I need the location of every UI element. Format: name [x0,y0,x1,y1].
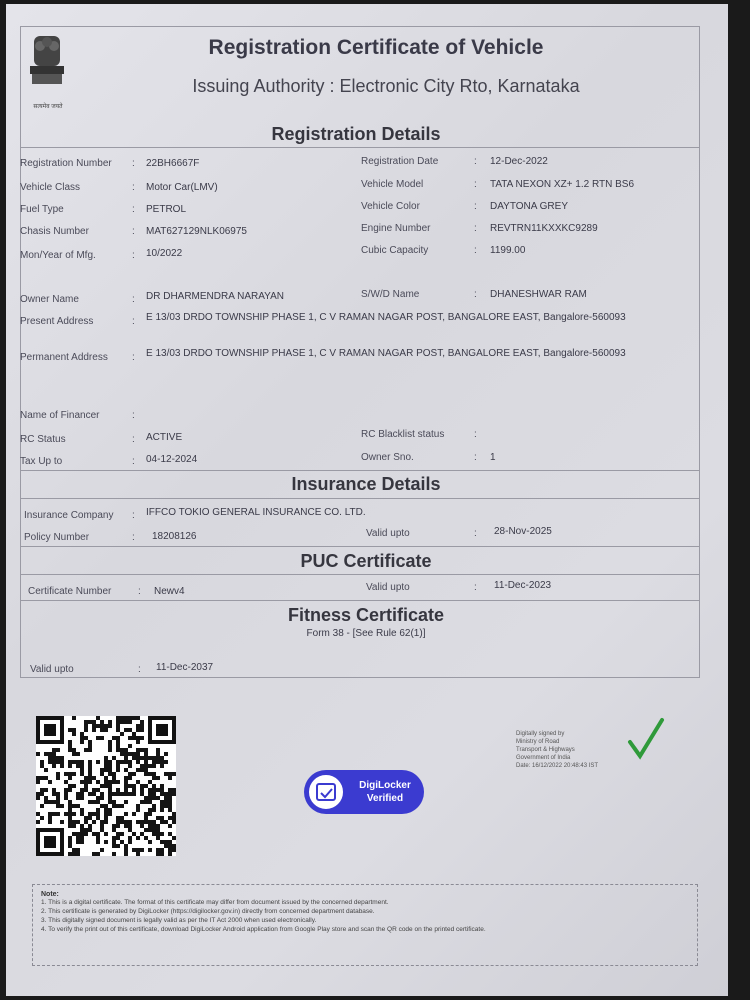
insurance-company-label: Insurance Company [24,510,114,521]
signature-line: Government of India [516,755,571,761]
mfg-label: Mon/Year of Mfg. [20,250,96,261]
badge-line-2: Verified [366,793,404,804]
policy-number-value: 18208126 [152,531,197,542]
certificate-page: सत्यमेव जयते Registration Certificate of Vehicle Issuing Authority : Electronic City Rto, Karnataka Registration Details Registration Number : 22BH6667F Registration Date : 12-Dec-2022 Vehicle Class : Motor Car(LMV) Vehicle Model : TATA NEXON XZ+ 1.2 RTN BS6 Fuel Type : PETROL Vehicle Color : DAYTONA GREY Chasis Number : MAT627129NLK06975 Engine Number : REVTRN11KXXKC9289 Mon/Year of Mfg. : 10/2022 Cubic Capacity : 1199.00 Owner Name : DR DHARMENDRA NARAYAN S/W/D Name : DHANESHWAR RAM Present Address : E 13/03 DRDO TOWNSHIP PHASE 1, C V RAMAN NAGAR POST, BANGALORE EAST, Bangalore-560093 Permanent Address : E 13/03 DRDO TOWNSHIP PHASE 1, C V RAMAN NAGAR POST, BANGALORE EAST, Bangalore-560093 Name of Financer : RC Status : ACTIVE RC Blacklist status : Tax Up to : 04-12-2024 Owner Sno. : 1 Insurance Details Insurance Company : IFFCO TOKIO GENERAL INSURANCE CO. LTD. Policy Number : 18208126 Valid upto : 28-Nov-2025 PUC Certificate Certificate Number : Newv4 Valid upto : 11-Dec-2023 Fitness Certificate Form 38 - [See Rule 62(1)] Valid upto : 11-Dec-2037 DigiLocker Verified Digitally signed by Ministry of Road Transport & Highways Government of India Date: 16/12/2022 20:48:43 IST Note: 1. This is a digital certificate. The format of this certificate may differ from document issued by the concerned department. 2. This certificate is generated by DigiLocker (https://digilocker.gov.in) directly from concerned department database. 3. This digitally signed document is legally valid as per the IT Act 2000 when used electronically. 4. To verify the print out of this certificate, download DigiLocker Android application from Google Play store and scan the QR code on the printed certificate. [6,4,728,996]
signature-line: Digitally signed by [516,731,565,737]
vehicle-class-label: Vehicle Class [20,182,81,193]
policy-number-label: Policy Number [24,532,90,543]
tax-upto-label: Tax Up to [20,456,63,467]
fuel-type-value: PETROL [146,204,187,215]
certificate-title: Registration Certificate of Vehicle [208,36,544,59]
digilocker-logo-icon [306,772,346,812]
vehicle-model-value: TATA NEXON XZ+ 1.2 RTN BS6 [490,179,635,190]
rc-status-label: RC Status [20,434,66,445]
present-address-label: Present Address [20,316,94,327]
issuing-authority: Issuing Authority : Electronic City Rto, Karnataka [192,76,580,96]
owner-sno-value: 1 [490,452,496,463]
rc-blacklist-label: RC Blacklist status [361,429,445,440]
divider [20,498,700,499]
puc-valid-upto-label: Valid upto [366,582,410,593]
puc-heading: PUC Certificate [300,551,432,571]
permanent-address-value: E 13/03 DRDO TOWNSHIP PHASE 1, C V RAMAN NAGAR POST, BANGALORE EAST, Bangalore-560093 [146,348,626,359]
cubic-capacity-value: 1199.00 [490,245,526,256]
vehicle-color-value: DAYTONA GREY [490,201,568,212]
vehicle-class-value: Motor Car(LMV) [146,182,218,193]
cubic-capacity-label: Cubic Capacity [361,245,429,256]
qr-code [36,716,176,856]
note-line: 4. To verify the print out of this certificate, download DigiLocker Android application from Google Play store and scan the QR code on the printed certificate. [41,926,486,933]
digital-signature-block [516,730,636,770]
badge-line-1: DigiLocker [359,780,411,791]
registration-number-value: 22BH6667F [146,158,200,169]
tax-upto-value: 04-12-2024 [146,454,198,465]
registration-heading: Registration Details [271,124,441,144]
chassis-number-label: Chasis Number [20,226,89,237]
fitness-valid-upto-value: 11-Dec-2037 [156,662,214,673]
insurance-valid-upto-label: Valid upto [366,528,410,539]
registration-date-value: 12-Dec-2022 [490,156,548,167]
swd-name-value: DHANESHWAR RAM [490,289,587,300]
insurance-company-value: IFFCO TOKIO GENERAL INSURANCE CO. LTD. [146,507,366,518]
registration-number-label: Registration Number [20,158,112,169]
emblem-caption: सत्यमेव जयते [33,104,63,110]
note-title: Note: [41,891,59,898]
financer-label: Name of Financer [20,410,100,421]
insurance-heading: Insurance Details [291,474,441,494]
insurance-valid-upto-value: 28-Nov-2025 [494,526,552,537]
owner-name-label: Owner Name [20,294,79,305]
owner-sno-label: Owner Sno. [361,452,414,463]
vehicle-color-label: Vehicle Color [361,201,420,212]
rc-status-value: ACTIVE [146,432,183,443]
puc-valid-upto-value: 11-Dec-2023 [494,580,552,591]
chassis-number-value: MAT627129NLK06975 [146,226,247,237]
signature-line: Transport & Highways [516,747,575,753]
note-line: 2. This certificate is generated by DigiLocker (https://digilocker.gov.in) directly from concerned department database. [41,908,375,915]
signature-line: Date: 16/12/2022 20:48:43 IST [516,763,599,769]
puc-certificate-number-label: Certificate Number [28,586,112,597]
swd-name-label: S/W/D Name [361,289,420,300]
present-address-value: E 13/03 DRDO TOWNSHIP PHASE 1, C V RAMAN NAGAR POST, BANGALORE EAST, Bangalore-560093 [146,312,626,323]
fitness-subheading: Form 38 - [See Rule 62(1)] [306,628,426,639]
divider [20,470,700,471]
owner-name-value: DR DHARMENDRA NARAYAN [146,291,284,302]
divider [20,600,700,601]
note-box [32,884,698,966]
note-line: 3. This digitally signed document is legally valid as per the IT Act 2000 when used electronically. [41,917,317,924]
registration-date-label: Registration Date [361,156,439,167]
engine-number-label: Engine Number [361,223,431,234]
fitness-valid-upto-label: Valid upto [30,664,74,675]
puc-certificate-number-value: Newv4 [154,586,185,597]
permanent-address-label: Permanent Address [20,352,108,363]
fitness-heading: Fitness Certificate [287,605,445,625]
divider [20,546,700,547]
vehicle-model-label: Vehicle Model [361,179,424,190]
signature-line: Ministry of Road [516,739,560,745]
digilocker-verified-badge [304,770,424,814]
engine-number-value: REVTRN11KXXKC9289 [490,223,598,234]
divider [20,574,700,575]
divider [20,147,700,148]
note-line: 1. This is a digital certificate. The format of this certificate may differ from document issued by the concerned department. [41,899,389,906]
check-mark-icon [626,716,666,760]
mfg-value: 10/2022 [146,248,183,259]
fuel-type-label: Fuel Type [20,204,64,215]
